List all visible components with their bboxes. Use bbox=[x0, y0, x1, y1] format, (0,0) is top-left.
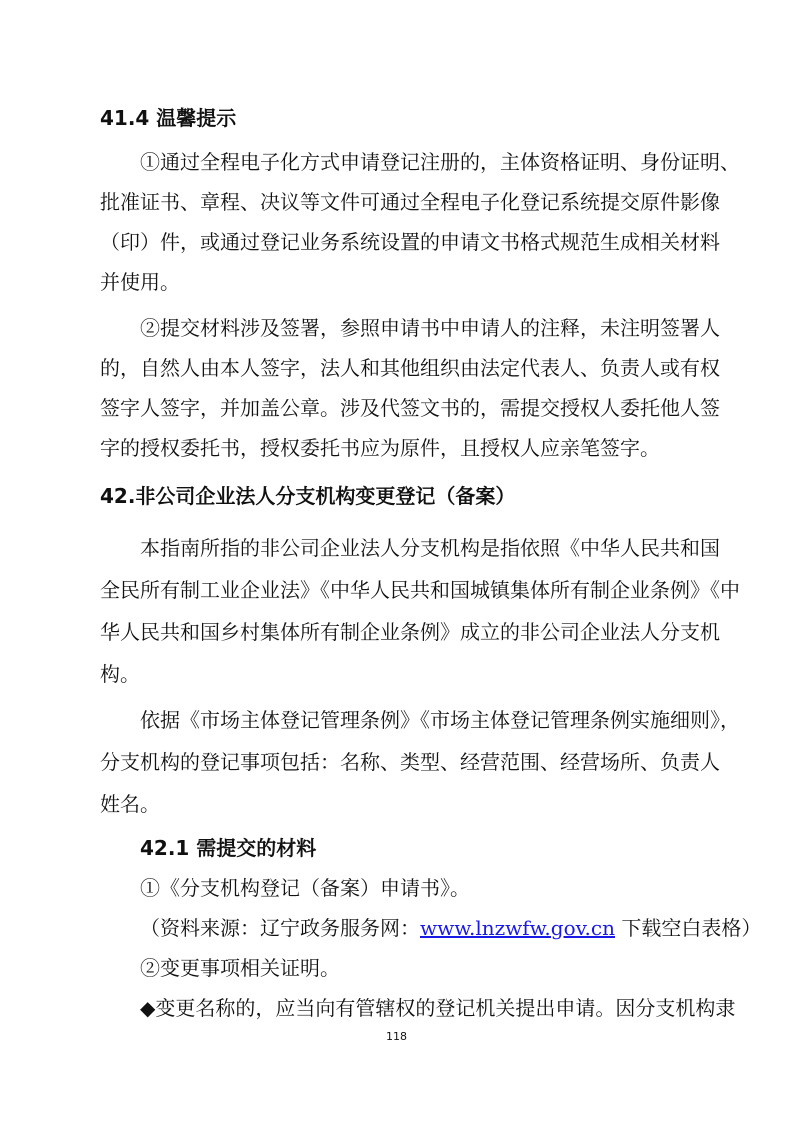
paragraph-line: 全民所有制工业企业法》《中华人民共和国城镇集体所有制企业条例》《中 bbox=[100, 578, 740, 602]
paragraph-line: 分支机构的登记事项包括：名称、类型、经营范围、经营场所、负责人 bbox=[100, 750, 720, 774]
paragraph-line: 构。 bbox=[100, 662, 140, 686]
material-item-1: ①《分支机构登记（备案）申请书》。 bbox=[140, 876, 470, 900]
paragraph-line: 并使用。 bbox=[100, 270, 180, 294]
source-line bbox=[140, 918, 761, 938]
material-item-2: ②变更事项相关证明。 bbox=[140, 956, 340, 980]
paragraph-line: 华人民共和国乡村集体所有制企业条例》成立的非公司企业法人分支机 bbox=[100, 620, 720, 644]
paragraph-line: 批准证书、章程、决议等文件可通过全程电子化登记系统提交原件影像 bbox=[100, 190, 720, 214]
paragraph-line: 依据《市场主体登记管理条例》《市场主体登记管理条例实施细则》， bbox=[140, 708, 740, 732]
section-heading-41-4: 41.4 温馨提示 bbox=[100, 106, 237, 130]
paragraph-line: 姓名。 bbox=[100, 792, 160, 816]
source-prefix: （资料来源：辽宁政务服务网： bbox=[140, 916, 420, 940]
paragraph-line: （印）件，或通过登记业务系统设置的申请文书格式规范生成相关材料 bbox=[100, 230, 720, 254]
paragraph-line: ②提交材料涉及签署，参照申请书中申请人的注释，未注明签署人 bbox=[140, 316, 720, 340]
page-number: 118 bbox=[386, 1030, 407, 1043]
source-link[interactable]: www.lnzwfw.gov.cn bbox=[420, 916, 615, 940]
paragraph-line: 的，自然人由本人签字，法人和其他组织由法定代表人、负责人或有权 bbox=[100, 356, 720, 380]
material-item-3: ◆变更名称的，应当向有管辖权的登记机关提出申请。因分支机构隶 bbox=[140, 996, 736, 1020]
paragraph-line: 本指南所指的非公司企业法人分支机构是指依照《中华人民共和国 bbox=[140, 536, 720, 560]
section-heading-42: 42.非公司企业法人分支机构变更登记（备案） bbox=[100, 484, 516, 508]
section-heading-42-1: 42.1 需提交的材料 bbox=[140, 836, 317, 860]
paragraph-line: 字的授权委托书，授权委托书应为原件，且授权人应亲笔签字。 bbox=[100, 436, 660, 460]
paragraph-line: ①通过全程电子化方式申请登记注册的，主体资格证明、身份证明、 bbox=[140, 150, 740, 174]
paragraph-line: 签字人签字，并加盖公章。涉及代签文书的，需提交授权人委托他人签 bbox=[100, 396, 720, 420]
source-suffix: 下载空白表格） bbox=[615, 916, 762, 940]
